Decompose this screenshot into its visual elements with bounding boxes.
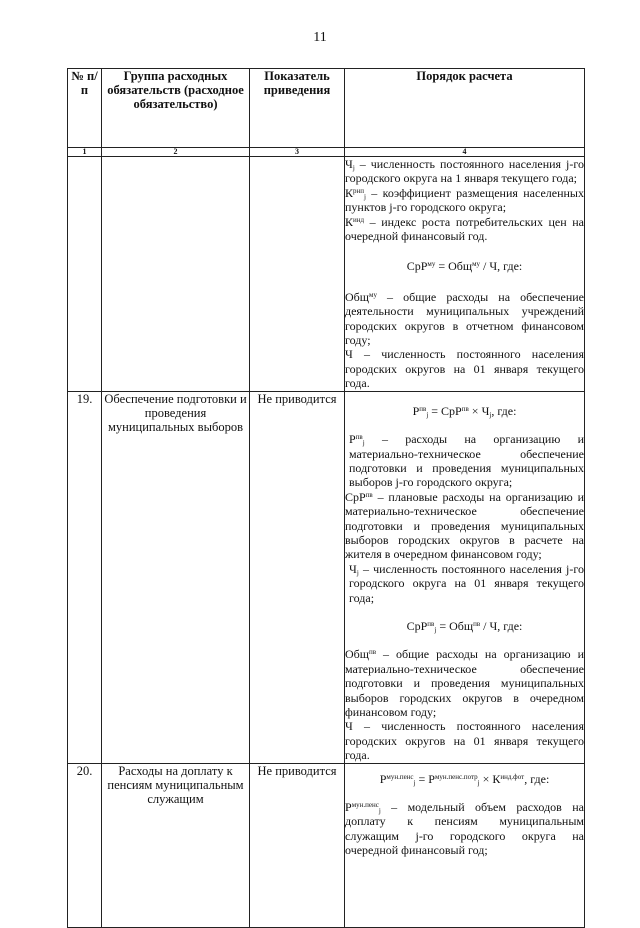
definition-line: Общ$^{пв}$ – общие расходы на организацию и материально-техническое обеспечение подготовки и проведения муниципальных выборов городских округов в очередном финансовом году; xyxy=(345,647,584,719)
header-row xyxy=(68,69,585,148)
row-indicator xyxy=(250,157,345,392)
table-row xyxy=(68,391,585,763)
column-number-4: 4 xyxy=(345,148,585,157)
definition-line: $Ч_j$ – численность постоянного населения j-го городского округа на 1 января текущего года; xyxy=(345,157,584,186)
row-calculation xyxy=(345,157,585,392)
row-number xyxy=(68,157,102,392)
definition-line: $Р^{мун.пенс}_j$ – модельный объем расходов на доплату к пенсиям муниципальным служащим j-го городского округа на очередной финансовый год; xyxy=(345,800,584,858)
definition-line: $Ч_j$ – численность постоянного населения j-го городского округа на 01 января текущего года; xyxy=(349,561,584,605)
header-calculation: Порядок расчета xyxy=(345,69,585,148)
row-group: Обеспечение подготовки и проведения муниципальных выборов xyxy=(102,391,250,763)
definition-line: Общ$^{му}$ – общие расходы на обеспечение деятельности муниципальных учреждений городских округов в отчетном финансовом году; xyxy=(345,289,584,348)
column-number-1: 1 xyxy=(68,148,102,157)
row-calculation xyxy=(345,391,585,763)
definition-line: $К^{рнп}_j$ – коэффициент размещения населенных пунктов j-го городского округа; xyxy=(345,185,584,215)
definition-line: Ч – численность постоянного населения городских округов на 01 января текущего года. xyxy=(345,719,584,763)
definition-line: $К^{инд}$ – индекс роста потребительских цен на очередной финансовый год. xyxy=(345,214,584,244)
formula: СрР$^{му}$ = Общ$^{му}$ / Ч, где: xyxy=(406,259,523,274)
row-indicator: Не приводится xyxy=(250,391,345,763)
table-row xyxy=(68,763,585,927)
definition-line: Ч – численность постоянного населения городских округов на 01 января текущего года. xyxy=(345,347,584,391)
definition-line: СрР$^{пв}$ – плановые расходы на организацию и материально-техническое обеспечение подготовки и проведения муниципальных выборов городских округов в расчете на жителя в очередном финансовом году; xyxy=(345,489,584,562)
row-group: Расходы на доплату к пенсиям муниципальным служащим xyxy=(102,763,250,927)
formula: $Р^{пв}_j = СрР^{пв} \times Ч_j$, где: xyxy=(412,403,517,419)
definition-line: $Р^{пв}_j$ – расходы на организацию и материально-техническое обеспечение подготовки и проведения муниципальных выборов j-го городского округа; xyxy=(349,432,584,490)
row-group xyxy=(102,157,250,392)
header-number: № п/п xyxy=(68,69,102,148)
page-number: 11 xyxy=(313,30,327,45)
column-number-2: 2 xyxy=(102,148,250,157)
row-number: 20. xyxy=(68,763,102,927)
formula: СрР$^{пв}_j$ = Общ$^{пв}$ / Ч, где: xyxy=(406,618,523,634)
row-calculation xyxy=(345,763,585,927)
table-row xyxy=(68,157,585,392)
row-indicator: Не приводится xyxy=(250,763,345,927)
row-number: 19. xyxy=(68,391,102,763)
header-group: Группа расходных обязательств (расходное обязательство) xyxy=(102,69,250,148)
column-number-row xyxy=(68,148,585,157)
expense-table xyxy=(67,68,585,928)
formula: $Р^{мун.пенс}_j = Р^{мун.пенс.потр}_j \times К^{инд.фот}$, где: xyxy=(379,771,550,787)
header-indicator: Показатель приведения xyxy=(250,69,345,148)
column-number-3: 3 xyxy=(250,148,345,157)
